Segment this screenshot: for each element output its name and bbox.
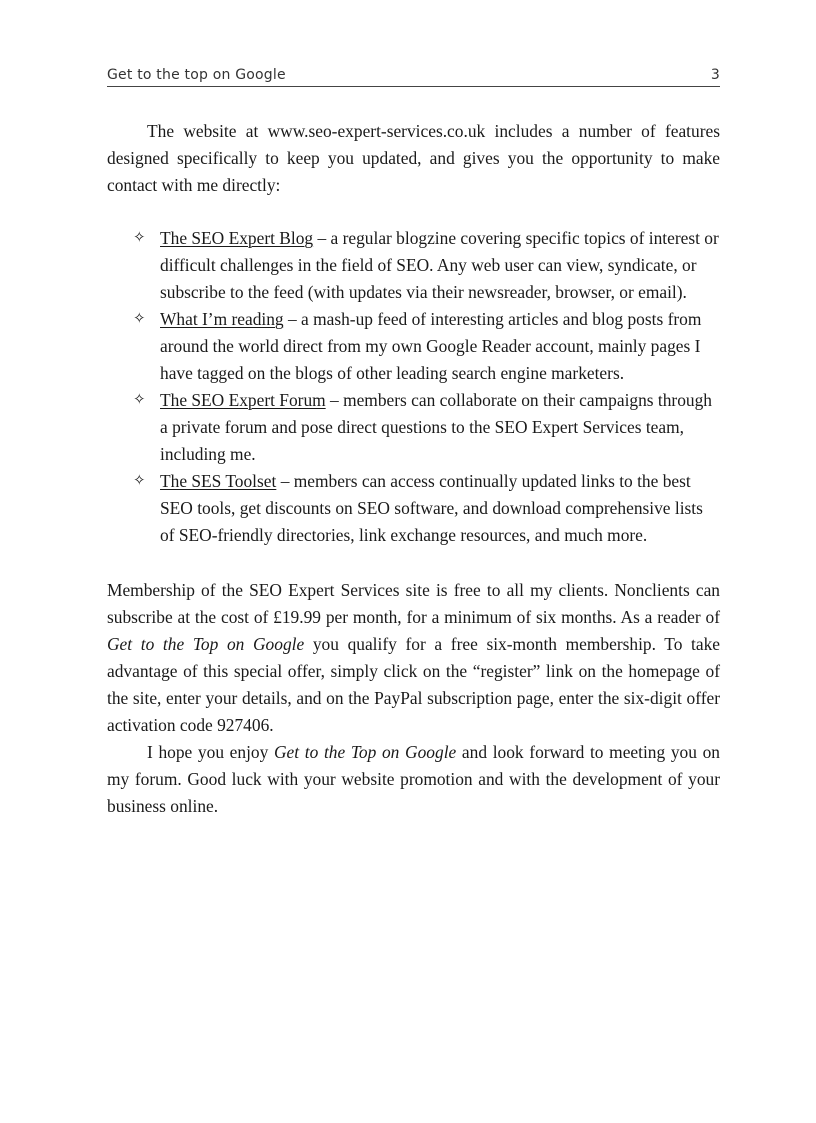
blog-link[interactable]: The SEO Expert Blog [160,228,314,248]
sparkle-bullet-icon: ✧ [133,311,146,327]
reading-link[interactable]: What I’m reading [160,309,284,329]
intro-paragraph: The website at www.seo-expert-services.co.uk includes a number of features designed specifically to keep you updated, and gives you the opportunity to make contact with me directly: [107,121,720,195]
list-item [133,387,720,468]
page-number: 3 [710,67,720,83]
closing-paragraph: I hope you enjoy Get to the Top on Google and look forward to meeting you on my forum. Good luck with your website promotion and with the development of your business online. [107,742,720,816]
toolset-link[interactable]: The SES Toolset [160,471,277,491]
body-text [107,118,720,820]
feature-list [107,225,720,549]
running-head-title: Get to the top on Google [107,67,286,83]
membership-paragraph: Membership of the SEO Expert Services site is free to all my clients. Nonclients can subscribe at the cost of £19.99 per month, for a minimum of six months. As a reader of Get to the Top on Google you qualify for a free six-month membership. To take advantage of this special offer, simply click on the “register” link on the homepage of the site, enter your details, and on the PayPal subscription page, enter the six-digit offer activation code 927406. [107,580,721,735]
feature-description: – members can collaborate on their campaigns through a private forum and pose direct questions to the SEO Expert Services team, including me. [160,390,713,464]
book-title: Get to the Top on Google [107,634,305,654]
feature-description: – a regular blogzine covering specific topics of interest or difficult challenges in the field of SEO. Any web user can view, syndicate, or subscribe to the feed (with updates via their newsreader, browser, or email). [160,228,719,302]
book-title: Get to the Top on Google [273,742,457,762]
sparkle-bullet-icon: ✧ [133,230,146,246]
sparkle-bullet-icon: ✧ [133,473,146,489]
book-page [107,66,720,820]
running-head [107,66,720,87]
list-item [133,468,720,549]
forum-link[interactable]: The SEO Expert Forum [160,390,326,410]
feature-description: – members can access continually updated links to the best SEO tools, get discounts on SEO software, and download comprehensive lists of SEO-friendly directories, link exchange resources, and much more. [160,471,703,545]
list-item [133,306,720,387]
list-item [133,225,720,306]
feature-description: – a mash-up feed of interesting articles and blog posts from around the world direct from my own Google Reader account, mainly pages I have tagged on the blogs of other leading search engine marketers. [160,309,702,383]
sparkle-bullet-icon: ✧ [133,392,146,408]
